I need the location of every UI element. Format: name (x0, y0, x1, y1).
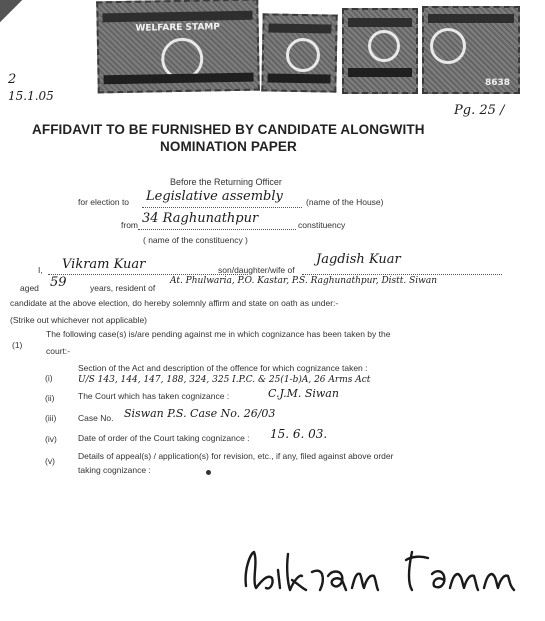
father-name: Jagdish Kuar (316, 252, 401, 267)
section-1-number: (1) (12, 340, 23, 350)
stamp-emblem-icon (368, 30, 400, 62)
scan-corner-mark (0, 0, 22, 34)
court-fee-stamp-2 (261, 13, 337, 92)
father-name-line (302, 274, 502, 275)
election-suffix: (name of the House) (306, 197, 384, 207)
item-iii-value: Siswan P.S. Case No. 26/03 (124, 407, 276, 420)
margin-note-date: 15.1.05 (8, 89, 54, 103)
section-1-intro-line2: court:- (46, 346, 71, 356)
item-ii-number: (ii) (45, 393, 55, 403)
item-i-label: Section of the Act and description of the offence for which cognizance taken : (78, 363, 368, 373)
candidate-age: 59 (50, 275, 67, 290)
item-iv-number: (iv) (45, 434, 57, 444)
aged-label: aged (20, 283, 39, 293)
court-fee-stamp-4 (422, 6, 520, 94)
declaration-text: candidate at the above election, do hereby solemnly affirm and state on oath as under:- (10, 298, 339, 308)
constituency-note: ( name of the constituency ) (143, 235, 248, 245)
item-ii-label: The Court which has taken cognizance : (78, 391, 230, 401)
house-name-value: Legislative assembly (146, 189, 283, 204)
stamp-4-value: 8638 (484, 78, 510, 88)
item-v-label-line2: taking cognizance : (78, 465, 151, 475)
constituency-suffix: constituency (298, 220, 346, 230)
resident-label: years, resident of (90, 283, 156, 293)
item-v-number: (v) (45, 456, 55, 466)
before-officer-text: Before the Returning Officer (170, 177, 282, 187)
item-i-value: U/S 143, 144, 147, 188, 324, 325 I.P.C. & 25(1-b)A, 26 Arms Act (78, 375, 371, 385)
page-reference: Pg. 25 / (454, 103, 505, 118)
house-name-line (142, 207, 302, 208)
item-iv-label: Date of order of the Court taking cognizance : (78, 433, 250, 443)
candidate-address: At. Phulwaria, P.O. Kastar, P.S. Raghunathpur, Distt. Siwan (170, 276, 438, 286)
item-iv-value: 15. 6. 03. (270, 427, 328, 441)
candidate-name: Vikram Kuar (62, 257, 146, 272)
item-iii-number: (iii) (45, 413, 57, 423)
candidate-prefix: I, (38, 265, 43, 275)
document-title-line2: NOMINATION PAPER (160, 139, 297, 154)
strike-note: (Strike out whichever not applicable) (10, 315, 148, 325)
court-fee-stamp-3 (342, 8, 418, 94)
relation-label: son/daughter/wife of (218, 265, 295, 275)
election-prefix: for election to (78, 197, 130, 207)
margin-note-number: 2 (8, 72, 17, 87)
pen-mark (206, 470, 211, 475)
court-fee-stamp-1 (96, 0, 260, 93)
signature (236, 540, 536, 600)
item-iii-label: Case No. (78, 413, 114, 423)
constituency-value: 34 Raghunathpur (142, 211, 259, 226)
stamp-1-label: WELFARE STAMP (135, 22, 221, 34)
constituency-prefix: from (121, 220, 138, 230)
constituency-line (138, 229, 296, 230)
item-ii-value: C.J.M. Siwan (268, 387, 339, 400)
stamp-emblem-icon (430, 28, 466, 64)
stamp-emblem-icon (286, 38, 321, 73)
item-i-number: (i) (45, 373, 53, 383)
item-v-label-line1: Details of appeal(s) / application(s) for revision, etc., if any, filed against above order (78, 451, 394, 461)
document-title-line1: AFFIDAVIT TO BE FURNISHED BY CANDIDATE ALONGWITH (32, 122, 425, 137)
section-1-intro-line1: The following case(s) is/are pending against me in which cognizance has been taken by the (46, 329, 391, 339)
